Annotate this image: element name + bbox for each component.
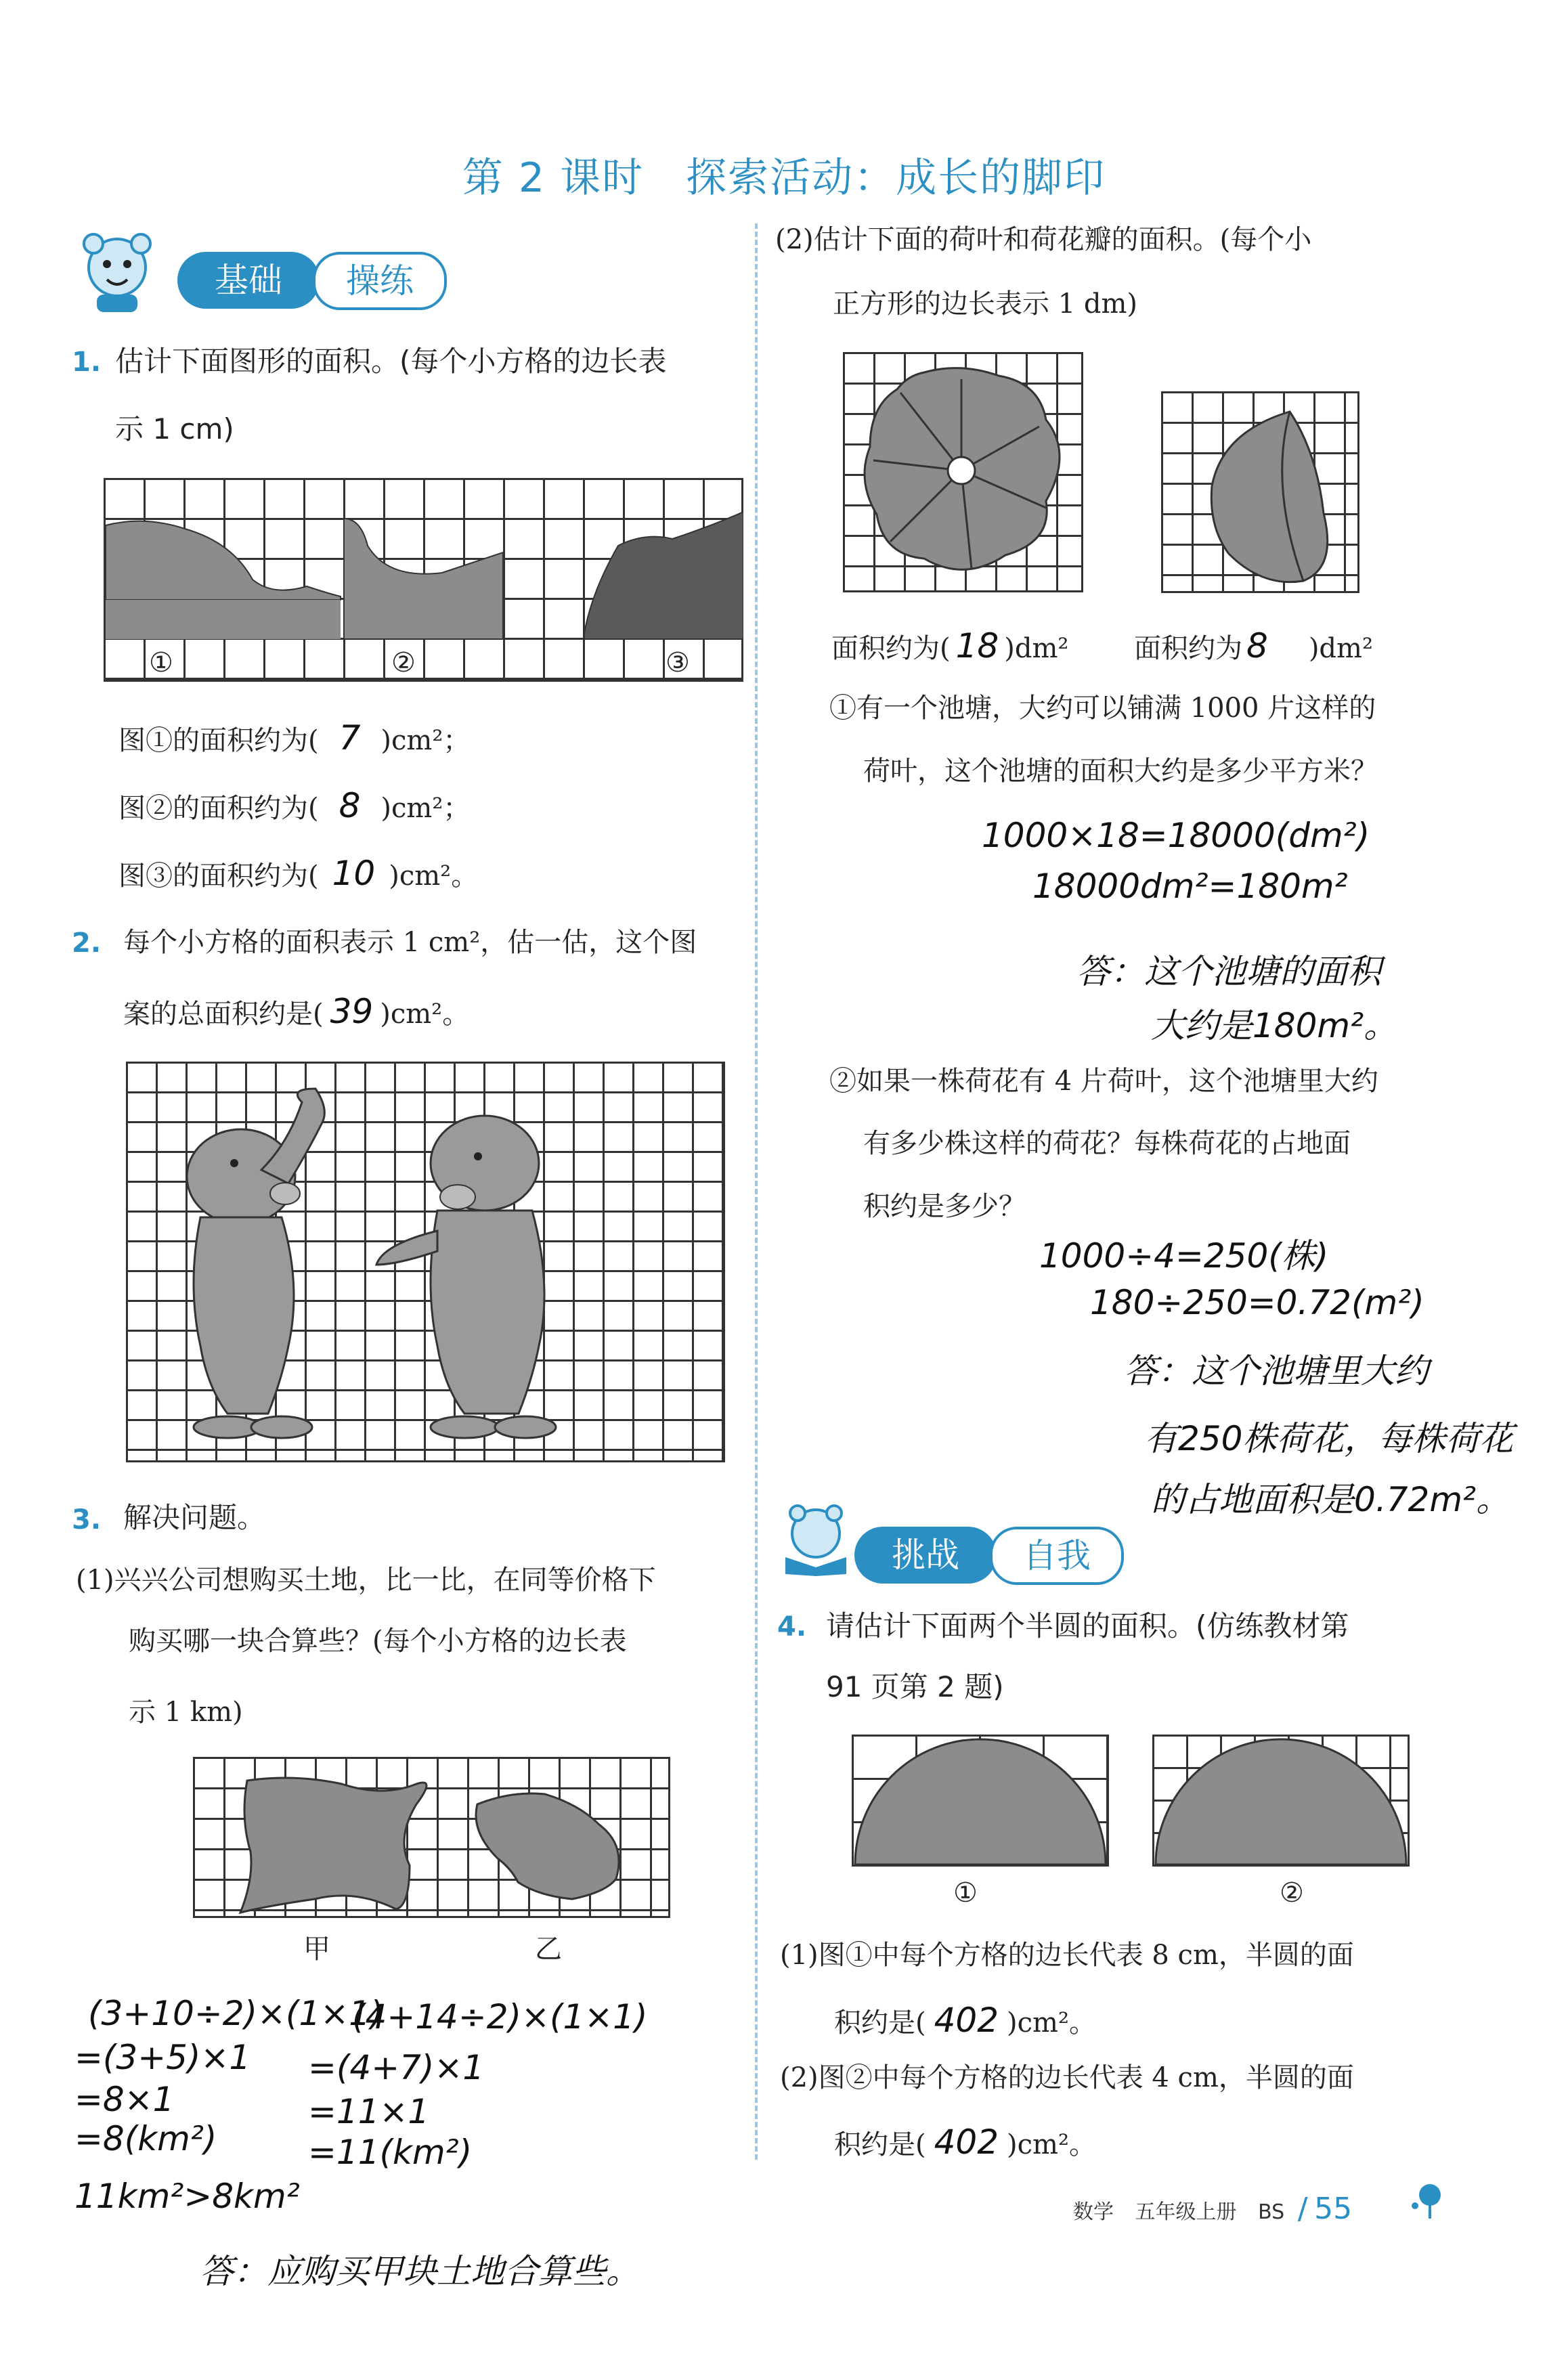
answer-line [118,786,471,825]
answer-prefix: 面积约为 [1134,633,1242,664]
handwritten-work: 大约是180m²。 [1151,1006,1398,1045]
answer-line [1134,626,1373,666]
question-number: 2. [72,928,102,959]
handwritten-answer: 10 [332,854,376,893]
shape-label: ① [149,647,173,678]
section-label-self: 自我 [990,1527,1124,1585]
answer-suffix: )cm²。 [1007,2129,1097,2160]
handwritten-answer: 402 [934,2122,999,2162]
handwritten-answer: 8 [1246,626,1268,666]
handwritten-work: =8(km²) [74,2119,217,2158]
handwritten-work: 1000×18=18000(dm²) [982,816,1370,855]
question-number: 3. [72,1504,102,1535]
tree-icon [1410,2180,1443,2221]
question-text: ②如果一株荷花有 4 片荷叶，这个池塘里大约 [829,1066,1378,1097]
question-text: 正方形的边长表示 1 dm) [833,288,1138,320]
semicircle-grid-1 [852,1735,1109,1867]
shape-label: ① [953,1877,978,1909]
handwritten-work: 180÷250=0.72(m²) [1090,1283,1424,1322]
lotus-leaf-grid [843,352,1083,592]
answer-suffix: )dm² [1308,633,1373,664]
handwritten-answer: 答：应购买甲块土地合算些。 [200,2252,640,2291]
question-text: 荷叶，这个池塘的面积大约是多少平方米？ [863,756,1378,787]
answer-line [123,992,470,1031]
handwritten-work: 的占地面积是0.72m²。 [1151,1480,1510,1519]
answer-prefix: 图②的面积约为( [118,793,319,824]
question-text: 有多少株这样的荷花？每株荷花的占地面 [863,1128,1351,1159]
question-text: (1)兴兴公司想购买土地，比一比，在同等价格下 [76,1565,656,1596]
answer-suffix: )cm²。 [380,999,470,1030]
section-label-challenge: 挑战 [854,1527,997,1584]
handwritten-answer: 8 [339,786,361,825]
answer-suffix: )cm²； [380,725,471,756]
footer-grade: 五年级上册 [1135,2200,1237,2224]
footer [1073,2192,1352,2226]
answer-prefix: 案的总面积约是( [123,999,324,1030]
handwritten-work: =8×1 [74,2080,175,2119]
shape-label: ② [1280,1877,1304,1909]
handwritten-work: 答：这个池塘的面积 [1076,952,1381,991]
answer-line [834,2001,1097,2040]
answer-line [118,718,471,758]
pig-grid [126,1062,725,1462]
handwritten-work: =11×1 [308,2092,430,2131]
land-label: 甲 [303,1934,330,1965]
page-title: 第 2 课时 探索活动：成长的脚印 [462,154,1106,202]
question-text: 示 1 cm) [115,412,234,445]
question-text: 示 1 km) [129,1697,243,1728]
footer-subject: 数学 [1073,2200,1114,2224]
question-text: (1)图①中每个方格的边长代表 8 cm，半圆的面 [780,1940,1354,1971]
lotus-petal-grid [1161,391,1359,593]
question-text: 请估计下面两个半圆的面积。(仿练教材第 [826,1609,1349,1642]
question-text: 购买哪一块合算些？(每个小方格的边长表 [129,1626,627,1657]
question-text: 解决问题。 [123,1501,266,1534]
answer-suffix: )dm² [1004,633,1069,664]
handwritten-work: =(4+7)×1 [308,2048,485,2087]
page-number: 55 [1314,2192,1353,2226]
bear-mascot-icon [73,227,161,315]
answer-prefix: 图③的面积约为( [118,860,319,892]
answer-line [831,626,1069,666]
shape-grid-1 [104,478,743,682]
question-number: 4. [777,1611,807,1642]
handwritten-answer: 39 [330,992,374,1031]
handwritten-work: 11km²>8km² [74,2177,300,2216]
handwritten-work: 1000÷4=250(株) [1039,1236,1329,1276]
handwritten-answer: 7 [339,718,361,758]
shape-label: ③ [666,647,690,678]
answer-line [118,854,479,893]
land-label: 乙 [535,1934,562,1965]
reading-bear-icon [772,1503,860,1577]
handwritten-work: =(3+5)×1 [74,2038,251,2077]
footer-edition: BS [1258,2200,1285,2224]
handwritten-answer: 18 [955,626,999,666]
question-number: 1. [72,347,102,378]
answer-prefix: 积约是( [834,2129,926,2160]
section-label-practice: 操练 [313,252,447,310]
question-text: 91 页第 2 题) [826,1670,1004,1703]
shape-label: ② [391,647,416,678]
question-text: (2)估计下面的荷叶和荷花瓣的面积。(每个小 [775,224,1312,255]
column-divider [755,223,758,2160]
answer-prefix: 图①的面积约为( [118,725,319,756]
answer-suffix: )cm²。 [389,860,479,892]
handwritten-work: (4+14÷2)×(1×1) [352,1997,648,2036]
answer-prefix: 积约是( [834,2007,926,2039]
question-text: 每个小方格的面积表示 1 cm²，估一估，这个图 [123,927,697,958]
question-text: 估计下面图形的面积。(每个小方格的边长表 [115,345,667,378]
section-label-basic: 基础 [177,252,320,309]
land-grid [193,1757,670,1918]
answer-suffix: )cm²。 [1007,2007,1097,2039]
handwritten-work: =11(km²) [308,2133,473,2172]
footer-slash: / [1297,2192,1308,2226]
handwritten-work: 答：这个池塘里大约 [1124,1351,1429,1391]
answer-line [834,2122,1097,2162]
answer-suffix: )cm²； [380,793,471,824]
handwritten-work: 18000dm²=180m² [1032,867,1348,906]
semicircle-grid-2 [1152,1735,1410,1867]
handwritten-answer: 402 [934,2001,999,2040]
question-text: 积约是多少？ [863,1191,1026,1222]
answer-prefix: 面积约为( [831,633,951,664]
question-text: (2)图②中每个方格的边长代表 4 cm，半圆的面 [780,2062,1354,2093]
handwritten-work: (3+10÷2)×(1×1) [88,1994,384,2033]
handwritten-work: 有250株荷花，每株荷花 [1144,1419,1514,1458]
question-text: ①有一个池塘，大约可以铺满 1000 片这样的 [829,693,1376,724]
